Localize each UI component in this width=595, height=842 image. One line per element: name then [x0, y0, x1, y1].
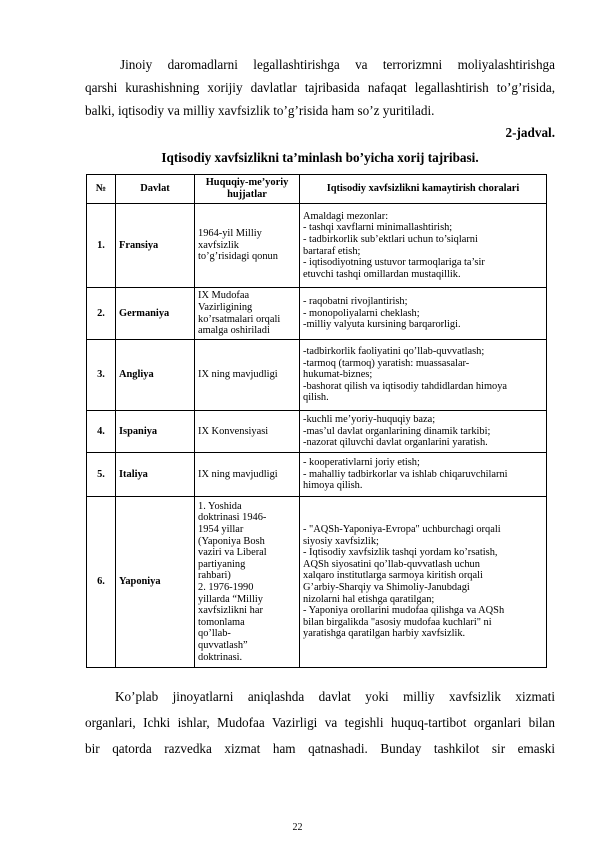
table-label: 2-jadval. [505, 125, 555, 140]
measure-line: -tadbirkorlik faoliyatini qo’llab-quvvatlash; [303, 346, 485, 358]
measure-line: - Yaponiya orollarini mudofaa qilishga va AQSh [303, 605, 505, 617]
table-row [87, 453, 547, 497]
measure-line: -nazorat qiluvchi davlat organlarini yaratish. [303, 437, 488, 449]
header-measures: Iqtisodiy xavfsizlikni kamaytirish choralari [300, 175, 547, 204]
row-country: Angliya [116, 340, 195, 411]
page-number: 22 [292, 822, 303, 833]
row-documents [195, 497, 300, 668]
document-line: tomonlama [198, 616, 245, 628]
header-country: Davlat [116, 175, 195, 204]
document-line: doktrinasi 1946- [198, 512, 267, 524]
document-line: doktrinasi. [198, 651, 243, 663]
measure-line: - monopoliyalarni cheklash; [303, 307, 420, 319]
document-line: IX Mudofaa [198, 290, 250, 302]
row-country: Germaniya [116, 288, 195, 340]
measure-line: - Iqtisodiy xavfsizlik tashqi yordam ko’rsatish, [303, 547, 498, 559]
row-measures [300, 288, 547, 340]
measure-line: - mahalliy tadbirkorlar va ishlab chiqaruvchilarni [303, 468, 508, 480]
row-documents [195, 453, 300, 497]
row-number: 3. [87, 340, 116, 411]
document-line: qo’llab- [198, 628, 231, 640]
measure-line: siyosiy xavfsizlik; [303, 535, 379, 547]
document-line: rahbari) [198, 570, 231, 582]
document-line: IX ning mavjudligi [198, 369, 278, 381]
row-number: 4. [87, 411, 116, 453]
document-line: xavfsizlikni har [198, 605, 263, 617]
measure-line: bilan birgalikda "asosiy mudofaa kuchlari" ni [303, 616, 492, 628]
row-documents [195, 288, 300, 340]
row-documents [195, 340, 300, 411]
measure-line: AQSh siyosatini qo’llab-quvvatlash uchun [303, 558, 480, 570]
measure-line: yaratishga qaratilgan harbiy xavfsizlik. [303, 628, 466, 640]
header-number: № [87, 175, 116, 204]
experience-table [86, 174, 547, 668]
measure-line: nizolarni hal etishga qaratilgan; [303, 593, 435, 605]
table-row [87, 497, 547, 668]
document-line: 1. Yoshida [198, 500, 242, 512]
row-documents [195, 411, 300, 453]
row-documents [195, 204, 300, 288]
measure-line: - tashqi xavflarni minimallashtirish; [303, 222, 453, 234]
document-line: 2. 1976-1990 [198, 582, 254, 593]
measure-line: bartaraf etish; [303, 245, 361, 257]
outro-line-1: Ko’plab jinoyatlarni aniqlashda davlat yoki milliy xavfsizlik xizmati [115, 689, 555, 704]
measure-line: etuvchi tashqi omillardan mustaqillik. [303, 268, 461, 280]
row-number: 6. [87, 497, 116, 668]
measure-line: - tadbirkorlik sub’ektlari uchun to’siqlarni [303, 233, 478, 245]
row-measures [300, 204, 547, 288]
document-line: xavfsizlik [198, 239, 239, 251]
document-line: amalga oshiriladi [198, 325, 270, 337]
measure-line: hukumat-biznes; [303, 369, 373, 381]
measure-line: - iqtisodiyotning ustuvor tarmoqlariga ta’sir [303, 257, 485, 269]
row-country: Fransiya [116, 204, 195, 288]
document-line: partiyaning [198, 558, 246, 570]
document-line: (Yaponiya Bosh [198, 535, 265, 547]
outro-line-3: bir qatorda razvedka xizmat ham qatnashadi. Bunday tashkilot sir emaski [85, 741, 555, 756]
table-header-row [87, 175, 547, 204]
measure-line: himoya qilish. [303, 480, 363, 492]
intro-line-2: qarshi kurashishning xorijiy davlatlar tajribasida nafaqat legallashtirish to’g’risida, [85, 80, 555, 95]
row-country: Italiya [116, 453, 195, 497]
table-row [87, 411, 547, 453]
row-number: 5. [87, 453, 116, 497]
document-line: yillarda “Milliy [198, 593, 263, 605]
measure-line: Amaldagi mezonlar: [303, 210, 389, 222]
document-line: IX ning mavjudligi [198, 468, 278, 480]
table-row [87, 288, 547, 340]
row-number: 1. [87, 204, 116, 288]
intro-line-3: balki, iqtisodiy va milliy xavfsizlik to’g’risida ham so’z yuritiladi. [85, 103, 435, 118]
row-country: Ispaniya [116, 411, 195, 453]
header-documents: Huquqiy-me’yoriy hujjatlar [195, 175, 300, 204]
measure-line: - kooperativlarni joriy etish; [303, 457, 420, 469]
measure-line: -milliy valyuta kursining barqarorligi. [303, 319, 461, 331]
document-line: 1964-yil Milliy [198, 228, 262, 240]
table-row [87, 340, 547, 411]
measure-line: xalqaro institutlarga sarmoya kiritish orqali [303, 570, 483, 582]
document-line: 1954 yillar [198, 524, 244, 536]
measure-line: -kuchli me’yoriy-huquqiy baza; [303, 414, 436, 426]
document-line: to’g’risidagi qonun [198, 251, 278, 263]
measure-line: -tarmoq (tarmoq) yaratish: muassasalar- [303, 357, 470, 369]
measure-line: G’arbiy-Sharqiy va Shimoliy-Janubdagi [303, 582, 470, 593]
row-number: 2. [87, 288, 116, 340]
measure-line: - raqobatni rivojlantirish; [303, 296, 408, 308]
document-line: quvvatlash” [198, 639, 248, 651]
row-measures [300, 497, 547, 668]
row-measures [300, 453, 547, 497]
row-measures [300, 411, 547, 453]
document-line: vaziri va Liberal [198, 547, 267, 559]
measure-line: -bashorat qilish va iqtisodiy tahdidlardan himoya [303, 380, 508, 392]
document-line: IX Konvensiyasi [198, 425, 269, 437]
measure-line: -mas’ul davlat organlarining dinamik tarkibi; [303, 425, 491, 437]
row-country: Yaponiya [116, 497, 195, 668]
document-line: ko’rsatmalari orqali [198, 313, 281, 325]
measure-line: qilish. [303, 392, 329, 404]
row-measures [300, 340, 547, 411]
intro-line-1: Jinoiy daromadlarni legallashtirishga va terrorizmni moliyalashtirishga [120, 57, 555, 72]
table-row [87, 204, 547, 288]
measure-line: - "AQSh-Yaponiya-Evropa" uchburchagi orqali [303, 524, 501, 536]
table-title: Iqtisodiy xavfsizlikni ta’minlash bo’yicha xorij tajribasi. [161, 150, 479, 165]
document-line: Vazirligining [198, 301, 253, 313]
outro-line-2: organlari, Ichki ishlar, Mudofaa Vazirligi va tegishli huquq-tartibot organlari bilan [85, 715, 555, 730]
